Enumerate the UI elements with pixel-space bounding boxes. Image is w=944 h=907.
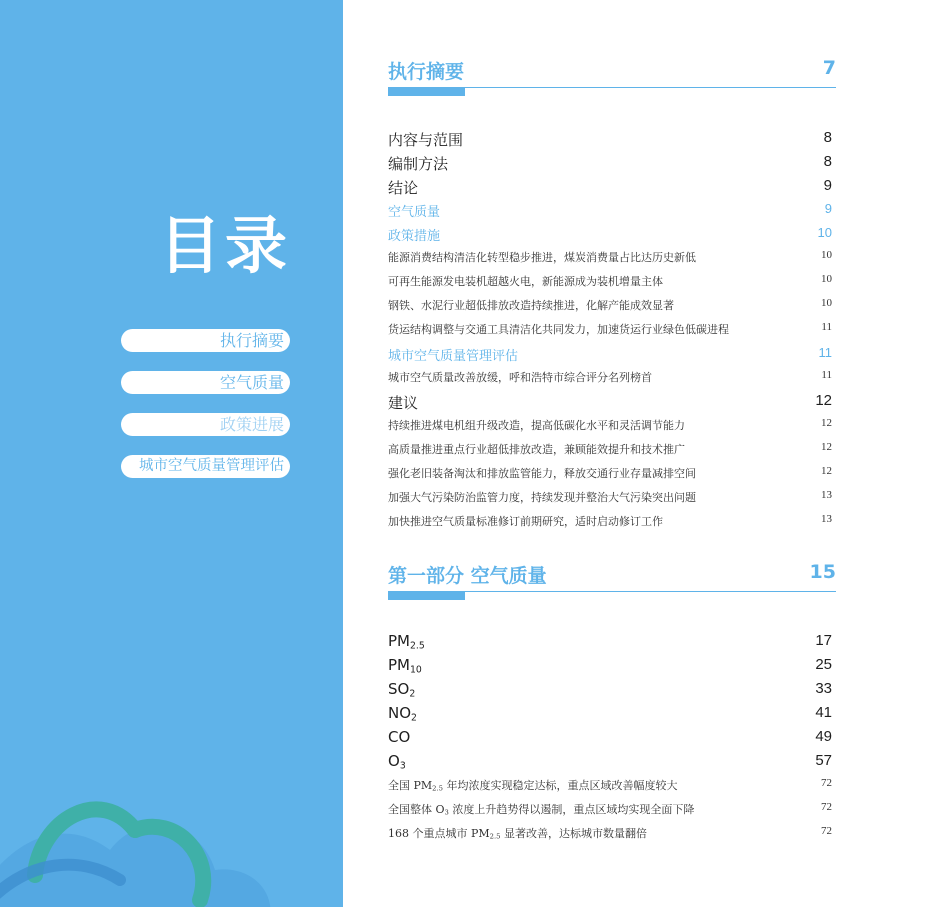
toc-entry-label: $NO_2$ [388, 704, 417, 724]
toc-entry-label: $PM_{2.5}$ [388, 632, 425, 652]
toc-entry-page: 49 [815, 728, 832, 745]
cloud-decoration-icon [0, 760, 343, 907]
contents-title: 目录 [158, 209, 291, 282]
toc-entry-label: 内容与范围 [388, 131, 464, 149]
toc-entry-label: 建议 [388, 394, 419, 412]
toc-entry-page: 13 [821, 489, 832, 501]
toc-entry-page: 25 [815, 656, 832, 673]
toc-entry-page: 10 [817, 225, 832, 240]
toc-entry-label: 政策措施 [388, 229, 441, 244]
toc-entry-page: 72 [821, 801, 832, 813]
toc-entry-label: 全国 $PM_{2.5}$ 年均浓度实现稳定达标，重点区域改善幅度较大 [388, 779, 678, 793]
section-header-executive-summary[interactable] [388, 57, 836, 87]
toc-entry-label: 加快推进空气质量标准修订前期研究，适时启动修订工作 [388, 515, 663, 528]
toc-entry-page: 9 [823, 177, 832, 194]
divider-accent [388, 88, 465, 96]
toc-entry-page: 72 [821, 825, 832, 837]
toc-entry-page: 57 [815, 752, 832, 769]
toc-entry-page: 17 [815, 632, 832, 649]
toc-entry-page: 33 [815, 680, 832, 697]
toc-entry-label: 加强大气污染防治监管力度，持续发现并整治大气污染突出问题 [388, 491, 696, 504]
section-page: 15 [809, 561, 836, 583]
pill-policy-progress[interactable]: 政策进展 [121, 413, 290, 436]
toc-entry-label: 城市空气质量改善放缓，呼和浩特市综合评分名列榜首 [388, 371, 652, 384]
toc-entry-label: 168 个重点城市 $PM_{2.5}$ 显著改善，达标城市数量翻倍 [388, 827, 647, 841]
toc-entry-label: $SO_2$ [388, 680, 416, 700]
toc-entry-page: 11 [821, 321, 832, 333]
toc-entry-page: 12 [821, 465, 832, 477]
toc-entry-label: 能源消费结构清洁化转型稳步推进，煤炭消费量占比达历史新低 [388, 251, 696, 264]
toc-entry-page: 12 [815, 392, 832, 409]
toc-entry-label: 空气质量 [388, 205, 441, 220]
toc-entry-page: 11 [818, 345, 832, 360]
toc-entry-page: 8 [823, 129, 832, 146]
section-title: 第一部分 空气质量 [388, 565, 547, 587]
pill-executive-summary[interactable]: 执行摘要 [121, 329, 290, 352]
toc-entry-label: $PM_{10}$ [388, 656, 422, 676]
toc-entry-label: 持续推进煤电机组升级改造，提高低碳化水平和灵活调节能力 [388, 419, 685, 432]
sidebar-panel [0, 0, 343, 907]
toc-entry-page: 10 [821, 273, 832, 285]
toc-entry-label: 强化老旧装备淘汰和排放监管能力，释放交通行业存量减排空间 [388, 467, 696, 480]
toc-entry-page: 12 [821, 441, 832, 453]
toc-entry-label: 城市空气质量管理评估 [388, 349, 519, 364]
toc-entry-label: 可再生能源发电装机超越火电，新能源成为装机增量主体 [388, 275, 663, 288]
toc-entry-page: 12 [821, 417, 832, 429]
pill-city-assessment[interactable]: 城市空气质量管理评估 [121, 455, 290, 478]
toc-entry-label: 钢铁、水泥行业超低排放改造持续推进，化解产能成效显著 [388, 299, 674, 312]
toc-entry-label: 结论 [388, 179, 419, 197]
section-page: 7 [822, 57, 836, 79]
section-title: 执行摘要 [388, 61, 465, 83]
toc-entry-label: 货运结构调整与交通工具清洁化共同发力，加速货运行业绿色低碳进程 [388, 323, 729, 336]
section-header-air-quality[interactable] [388, 561, 836, 591]
toc-entry-page: 11 [821, 369, 832, 381]
toc-entry-page: 10 [821, 249, 832, 261]
toc-entry-label: 编制方法 [388, 155, 449, 173]
toc-entry-label: CO [388, 728, 411, 746]
toc-entry-page: 13 [821, 513, 832, 525]
toc-entry-page: 9 [824, 201, 832, 216]
toc-entry-label: 全国整体 $O_3$ 浓度上升趋势得以遏制，重点区域均实现全面下降 [388, 803, 695, 817]
divider-accent [388, 592, 465, 600]
toc-entry-page: 41 [815, 704, 832, 721]
toc-entry-label: $O_3$ [388, 752, 406, 772]
toc-entry-page: 72 [821, 777, 832, 789]
toc-entry-page: 8 [823, 153, 832, 170]
pill-air-quality[interactable]: 空气质量 [121, 371, 290, 394]
toc-entry-label: 高质量推进重点行业超低排放改造，兼顾能效提升和技术推广 [388, 443, 685, 456]
toc-entry-page: 10 [821, 297, 832, 309]
